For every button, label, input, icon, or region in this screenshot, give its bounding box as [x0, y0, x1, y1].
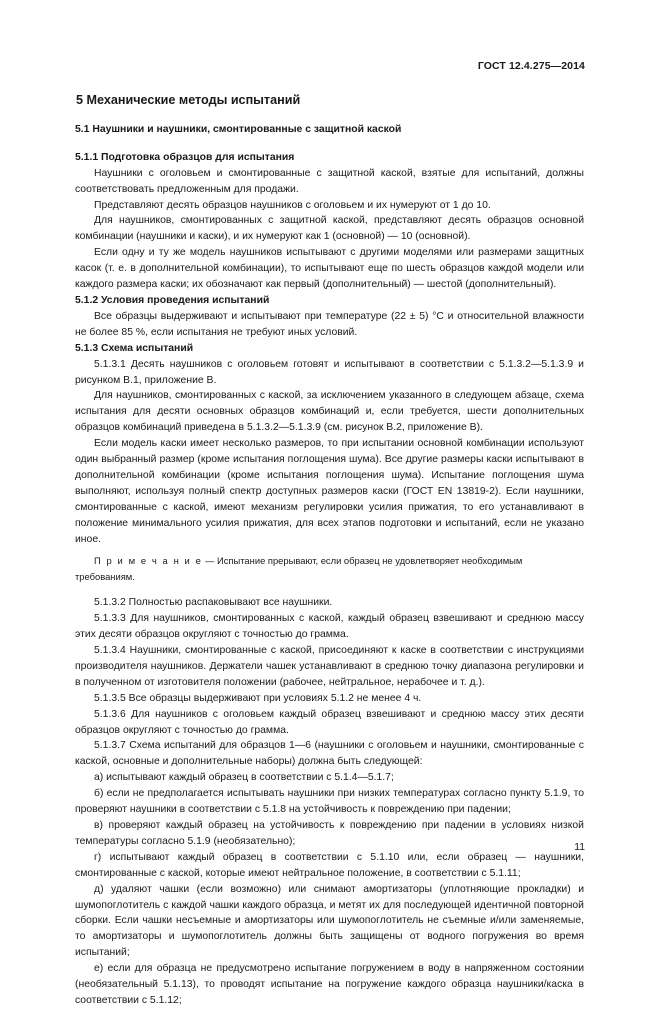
- paragraph: Для наушников, смонтированных с защитной каской, представляют десять образцов основной комбинации (наушники и каски), и их нумеруют как 1 (основной) — 10 (основной).: [75, 215, 584, 243]
- page-content: [75, 90, 584, 1009]
- paragraph: Для наушников, смонтированных с каской, за исключением указанного в следующем абзаце, схема испытания для десяти основных образцов комбинаций и, если требуется, шести дополнительных образцов комбинаций приведена в 5.1.3.2—5.1.3.9 (см. рисунок В.2, приложение В).: [75, 390, 584, 434]
- list-item: в) проверяют каждый образец на устойчивость к повреждению при падении в условиях низкой температуры согласно 5.1.9 (необязательно);: [75, 819, 584, 847]
- clause-5-1-3-title: 5.1.3 Схема испытаний: [75, 342, 194, 354]
- paragraph: 5.1.3.2 Полностью распаковывают все наушники.: [94, 597, 333, 609]
- document-code: ГОСТ 12.4.275—2014: [477, 60, 585, 72]
- list-item: а) испытывают каждый образец в соответствии с 5.1.4—5.1.7;: [94, 772, 394, 784]
- note: [75, 553, 584, 585]
- paragraph: Наушники с оголовьем и смонтированные с защитной каской, взятые для испытаний, должны соответствовать предложенным для продажи.: [75, 167, 584, 195]
- section-title: 5 Механические методы испытаний: [76, 93, 301, 107]
- paragraph: Представляют десять образцов наушников с оголовьем и их нумеруют от 1 до 10.: [94, 199, 491, 211]
- paragraph: Все образцы выдерживают и испытывают при температуре (22 ± 5) °С и относительной влажности не более 85 %, если испытания не требуют иных условий.: [75, 310, 584, 338]
- list-item: г) испытывают каждый образец в соответствии с 5.1.10 или, если образец — наушники, смонтированные с каской, которые имеют нейтральное положение, в соответствии с 5.1.11;: [75, 851, 584, 879]
- paragraph: 5.1.3.7 Схема испытаний для образцов 1—6 (наушники с оголовьем и наушники, смонтированные с каской, основные и дополнительные наборы) должна быть следующей:: [75, 740, 584, 768]
- paragraph: Если одну и ту же модель наушников испытывают с другими моделями или размерами защитных касок (т. е. в дополнительной комбинации), то испытывают еще по шесть образцов каждой модели или каждого размера каски; их обозначают как первый (дополнительный) — шестой (дополнительный).: [75, 247, 584, 291]
- page-number: 11: [574, 842, 585, 853]
- clause-5-1-2-title: 5.1.2 Условия проведения испытаний: [75, 294, 270, 306]
- clause-5-1-1-title: 5.1.1 Подготовка образцов для испытания: [75, 151, 295, 163]
- paragraph: 5.1.3.4 Наушники, смонтированные с каской, присоединяют к каске в соответствии с инструкциями производителя наушников. Держатели чашек устанавливают в среднюю точку диапазона регулировки и в полученном от изготовителя положении (рабочее, нейтральное, нерабочее и т. д.).: [75, 645, 584, 688]
- paragraph: Если модель каски имеет несколько размеров, то при испытании основной комбинации используют один выбранный размер (кроме испытания поглощения шума). Все другие размеры каски испытывают в дополнительной комбинации (кроме испытания поглощения шума). Испытание поглощения шума выполняют, используя полный спектр доступных размеров каски (ГОСТ EN 13819-2). Если наушники, смонтированные с каской, имеют механизм регулировки усилия прижатия, то его устанавливают в положение минимального усилия прижатия, для всех этапов подготовки и испытаний, если не указано иное.: [75, 438, 584, 545]
- note-text: — Испытание прерывают, если образец не удовлетворяет необходимым требованиям.: [75, 555, 523, 583]
- subsection-title: 5.1 Наушники и наушники, смонтированные с защитной каской: [75, 123, 402, 135]
- paragraph: 5.1.3.1 Десять наушников с оголовьем готовят и испытывают в соответствии с 5.1.3.2—5.1.3.9 и рисунком В.1, приложение В.: [75, 358, 584, 386]
- paragraph: 5.1.3.6 Для наушников с оголовьем каждый образец взвешивают и среднюю массу этих десяти образцов округляют с точностью до грамма.: [75, 708, 584, 736]
- paragraph: 5.1.3.3 Для наушников, смонтированных с каской, каждый образец взвешивают и среднюю массу этих десяти образцов округляют с точностью до грамма.: [75, 613, 584, 641]
- note-label: П р и м е ч а н и е: [94, 555, 203, 567]
- list-item: е) если для образца не предусмотрено испытание погружением в воду в напряженном состоянии (необязательный 5.1.13), то проводят испытание на погружение каждого образца наушники/каска в соответствии с 5.1.12;: [75, 963, 584, 1006]
- list-item: б) если не предполагается испытывать наушники при низких температурах согласно пункту 5.1.9, то проверяют наушники в соответствии с 5.1.8 на устойчивость к повреждению при падении;: [75, 788, 584, 816]
- list-item: д) удаляют чашки (если возможно) или снимают амортизаторы (уплотняющие прокладки) и шумопоглотитель с каждой чашки каждого образца, и метят их для последующей идентичной повторной сборки. Если чашки несъемные и амортизаторы или шумопоглотитель не съемные и/или заменяемые, то амортизаторы и шумопоглотитель должны быть защищены от водного погружения во время испытаний;: [75, 883, 584, 959]
- paragraph: 5.1.3.5 Все образцы выдерживают при условиях 5.1.2 не менее 4 ч.: [94, 692, 422, 704]
